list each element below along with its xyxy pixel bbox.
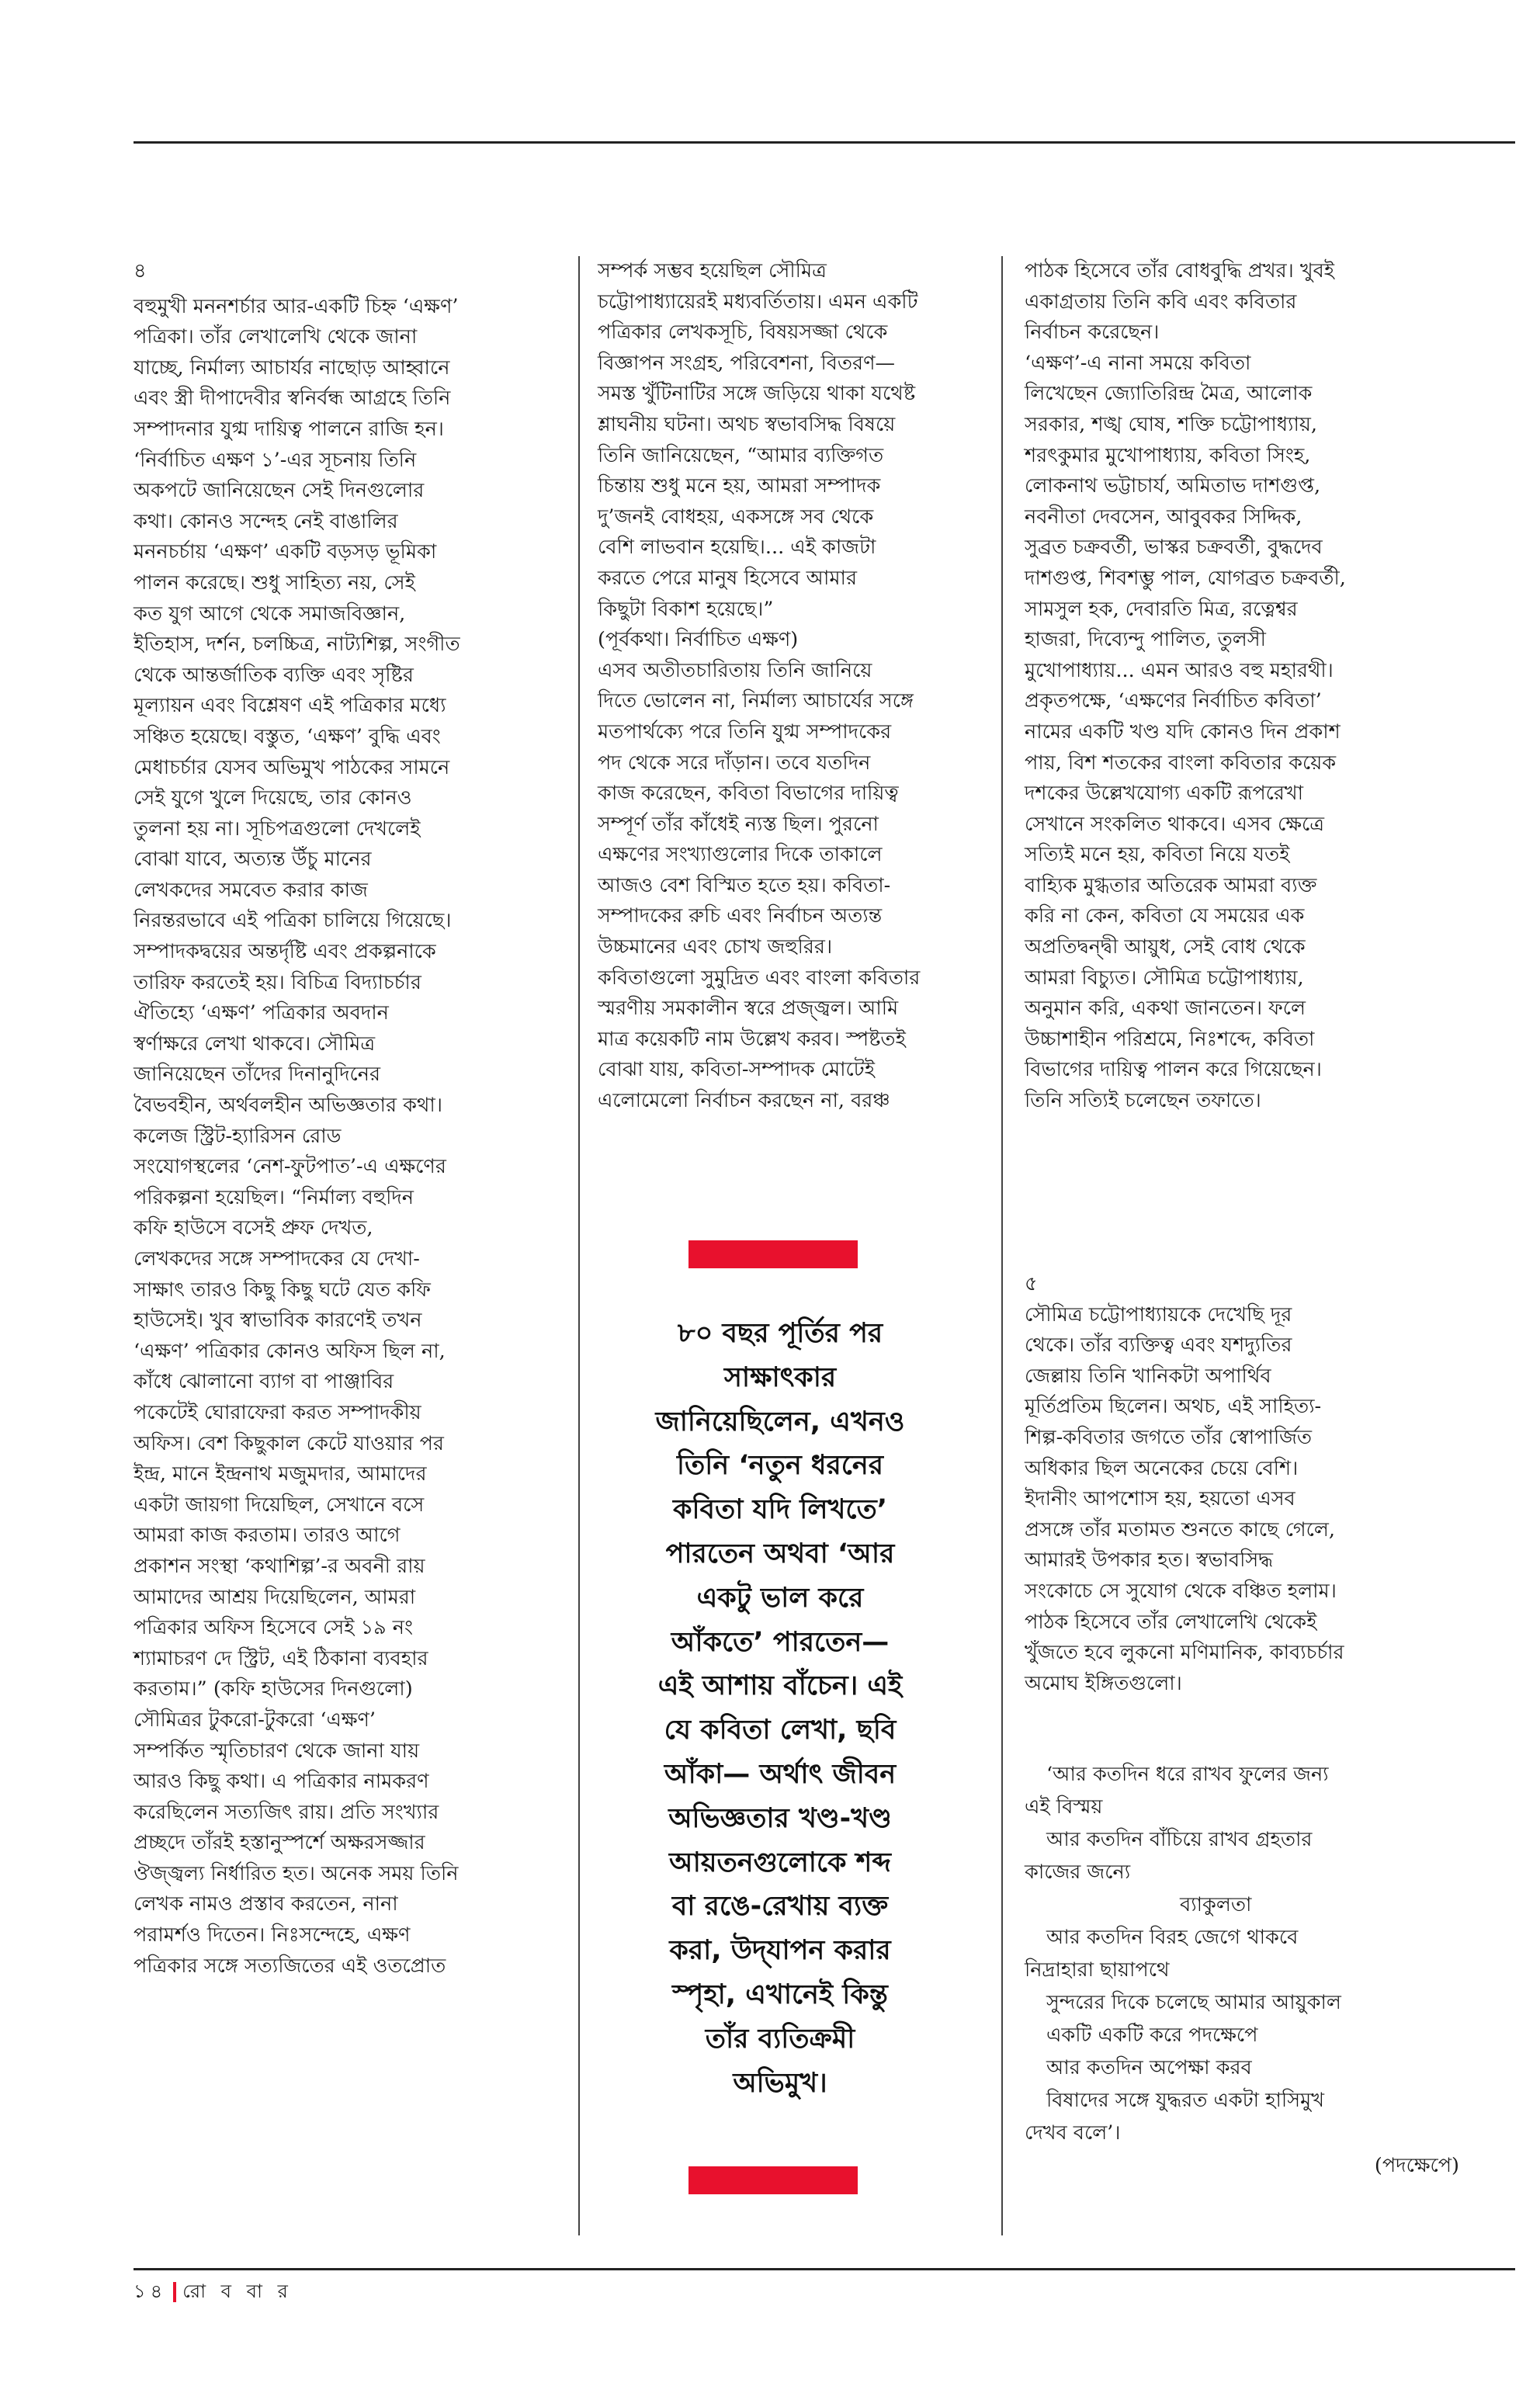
text-line: সৌমিত্রর টুকরো-টুকরো ‘এক্ষণ’ [134,1708,376,1732]
text-line: এসব অতীতচারিতায় তিনি জানিয়ে [598,658,872,682]
pull-quote-line: আঁকা— অর্থাৎ জীবন [664,1758,897,1790]
text-line: বিজ্ঞাপন সংগ্রহ, পরিবেশনা, বিতরণ— [598,351,896,375]
text-line: দাশগুপ্ত, শিবশম্ভু পাল, যোগব্রত চক্রবর্তী, [1025,566,1346,590]
text-line: বাহ্যিক মুগ্ধতার অতিরেক আমরা ব্যক্ত [1025,873,1317,897]
text-line: অফিস। বেশ কিছুকাল কেটে যাওয়ার পর [134,1431,444,1455]
text-line: আমাদের আশ্রয় দিয়েছিলেন, আমরা [134,1585,416,1609]
text-line: আরও কিছু কথা। এ পত্রিকার নামকরণ [134,1770,429,1794]
pull-quote-line: আয়তনগুলোকে শব্দ [669,1847,891,1878]
text-line: প্রকৃতপক্ষে, ‘এক্ষণের নির্বাচিত কবিতা’ [1025,689,1322,713]
section-number-5: ৫ [1025,1272,1038,1295]
text-line: তিনি জানিয়েছেন, “আমার ব্যক্তিগত [598,443,884,467]
text-line: করতাম।” (কফি হাউসের দিনগুলো) [134,1677,413,1701]
poem-line: একটি একটি করে পদক্ষেপে [1046,2024,1258,2047]
text-line: থেকে। তাঁর ব্যক্তিত্ব এবং যশদ্যুতির [1025,1333,1292,1358]
text-line: লিখেছেন জ্যোতিরিন্দ্র মৈত্র, আলোক [1025,382,1313,406]
pull-quote-line: যে কবিতা লেখা, ছবি [664,1715,897,1746]
text-line: (পূর্বকথা। নির্বাচিত এক্ষণ) [598,628,799,652]
text-line: একটা জায়গা দিয়েছিল, সেখানে বসে [134,1493,425,1517]
text-line: প্রচ্ছদে তাঁরই হস্তানুস্পর্শে অক্ষরসজ্জার [134,1831,425,1855]
text-line: সেই যুগে খুলে দিয়েছে, তার কোনও [134,786,412,810]
text-line: করি না কেন, কবিতা যে সময়ের এক [1025,904,1305,928]
text-line: বিভাগের দায়িত্ব পালন করে গিয়েছেন। [1025,1058,1322,1082]
text-line: লোকনাথ ভট্টাচার্য, অমিতাভ দাশগুপ্ত, [1025,474,1321,498]
pull-quote-line: অভিজ্ঞতার খণ্ড-খণ্ড [668,1802,892,1834]
text-line: পাঠক হিসেবে তাঁর বোধবুদ্ধি প্রখর। খুবই [1025,259,1335,283]
text-line: অধিকার ছিল অনেকের চেয়ে বেশি। [1025,1456,1299,1480]
text-line: হাজরা, দিব্যেন্দু পালিত, তুলসী [1025,628,1266,652]
text-line: অকপটে জানিয়েছেন সেই দিনগুলোর [134,479,425,503]
text-line: সম্পাদকের রুচি এবং নির্বাচন অত্যন্ত [598,904,883,928]
text-line: থেকে আন্তর্জাতিক ব্যক্তি এবং সৃষ্টির [134,663,414,687]
text-line: কথা। কোনও সন্দেহ নেই বাঙালির [134,509,398,533]
text-line: কলেজ স্ট্রিট-হ্যারিসন রোড [134,1124,342,1148]
footer-separator [173,2282,176,2302]
column-2-body [598,256,970,1117]
page-footer [134,2277,293,2308]
column-divider-left [578,256,580,2235]
text-line: পত্রিকা। তাঁর লেখালেখি থেকে জানা [134,325,418,349]
text-line: সম্পর্ক সম্ভব হয়েছিল সৌমিত্র [598,259,827,283]
text-line: সম্পর্কিত স্মৃতিচারণ থেকে জানা যায় [134,1739,420,1763]
pull-quote-line: স্পৃহা, এখানেই কিন্তু [672,1979,888,2010]
text-line: ইদানীং আপশোস হয়, হয়তো এসব [1025,1487,1295,1511]
text-line: উচ্চমানের এবং চোখ জহুরির। [598,935,833,959]
pull-quote-line: বা রঙে-রেখায় ব্যক্ত [671,1891,889,1923]
poem-lines [1025,1758,1490,2149]
poem-line: আর কতদিন বাঁচিয়ে রাখব গ্রহতার [1046,1828,1313,1851]
text-line: কাজ করেছেন, কবিতা বিভাগের দায়িত্ব [598,782,899,806]
text-line: সেখানে সংকলিত থাকবে। এসব ক্ষেত্রে [1025,812,1325,836]
poem-line: বিষাদের সঙ্গে যুদ্ধরত একটা হাসিমুখ [1046,2089,1324,2112]
text-line: নির্বাচন করেছেন। [1025,321,1160,345]
text-line: এবং স্ত্রী দীপাদেবীর স্বনির্বন্ধ আগ্রহে তিনি [134,387,451,411]
text-line: পত্রিকার সঙ্গে সত্যজিতের এই ওতপ্রোত [134,1954,446,1978]
text-line: পদ থেকে সরে দাঁড়ান। তবে যতদিন [598,751,871,775]
column-3-body [1025,256,1490,1117]
text-line: যাচ্ছে, নির্মাল্য আচার্যর নাছোড় আহ্বানে [134,355,450,380]
text-line: নিরন্তরভাবে এই পত্রিকা চালিয়ে গিয়েছে। [134,909,452,933]
text-line: পরিকল্পনা হয়েছিল। “নির্মাল্য বহুদিন [134,1185,414,1209]
text-line: আমরা বিচ্যুত। সৌমিত্র চট্টোপাধ্যায়, [1025,966,1304,990]
text-line: আমরা কাজ করতাম। তারও আগে [134,1524,401,1548]
pull-quote-line: অভিমুখ। [733,2067,827,2099]
column-1-body [134,292,545,1982]
text-line: প্রকাশন সংস্থা ‘কথাশিল্প’-র অবনী রায় [134,1554,425,1578]
page-number: ১৪ [134,2280,168,2302]
text-line: সমস্ত খুঁটিনাটির সঙ্গে জড়িয়ে থাকা যথেষ্ট [598,382,916,406]
pull-quote-line: আঁকতে’ পারতেন— [671,1626,890,1658]
text-line: এক্ষণের সংখ্যাগুলোর দিকে তাকালে [598,843,883,867]
text-line: পালন করেছে। শুধু সাহিত্য নয়, সেই [134,571,415,595]
text-line: শ্লাঘনীয় ঘটনা। অথচ স্বভাবসিদ্ধ বিষয়ে [598,412,896,436]
text-line: খুঁজতে হবে লুকনো মণিমানিক, কাব্যচর্চার [1025,1641,1344,1665]
text-line: ইতিহাস, দর্শন, চলচ্চিত্র, নাট্যশিল্প, সংগীত [134,633,460,657]
text-line: কাঁধে ঝোলানো ব্যাগ বা পাঞ্জাবির [134,1370,394,1394]
text-line: নবনীতা দেবসেন, আবুবকর সিদ্দিক, [1025,505,1302,529]
magazine-name: রো ব বা র [182,2280,293,2302]
text-line: নামের একটি খণ্ড যদি কোনও দিন প্রকাশ [1025,720,1341,744]
text-line: কিছুটা বিকাশ হয়েছে।” [598,597,774,621]
text-line: স্মরণীয় সমকালীন স্বরে প্রজ্জ্বল। আমি [598,997,899,1021]
text-line: দশকের উল্লেখযোগ্য একটি রূপরেখা [1025,782,1304,806]
text-line: হাউসেই। খুব স্বাভাবিক কারণেই তখন [134,1309,422,1333]
text-line: ‘এক্ষণ’-এ নানা সময়ে কবিতা [1025,351,1251,375]
pull-quote-line: পারতেন অথবা ‘আর [665,1538,895,1569]
text-line: মননচর্চায় ‘এক্ষণ’ একটি বড়সড় ভূমিকা [134,540,437,564]
text-line: মেধাচর্চার যেসব অভিমুখ পাঠকের সামনে [134,755,450,779]
text-line: বহুমুখী মননশর্চার আর-একটি চিহ্ন ‘এক্ষণ’ [134,294,459,318]
poem-line: ‘আর কতদিন ধরে রাখব ফুলের জন্য [1046,1763,1329,1786]
text-line: বৈভবহীন, অর্থবলহীন অভিজ্ঞতার কথা। [134,1094,442,1118]
text-line: করতে পেরে মানুষ হিসেবে আমার [598,566,857,590]
pull-quote-line: জানিয়েছিলেন, এখনও [655,1406,905,1438]
text-line: করেছিলেন সত্যজিৎ রায়। প্রতি সংখ্যার [134,1800,439,1824]
text-line: মূল্যায়ন এবং বিশ্লেষণ এই পত্রিকার মধ্যে [134,694,446,718]
text-line: কত যুগ আগে থেকে সমাজবিজ্ঞান, [134,602,406,626]
poem-line: নিদ্রাহারা ছায়াপথে [1025,1958,1170,1982]
text-line: সৌমিত্র চট্টোপাধ্যায়কে দেখেছি দূর [1025,1302,1292,1327]
text-line: সুব্রত চক্রবর্তী, ভাস্কর চক্রবর্তী, বুদ্ধদেব [1025,536,1323,560]
text-line: দু’জনই বোধহয়, একসঙ্গে সব থেকে [598,505,874,529]
text-line: স্বর্ণাক্ষরে লেখা থাকবে। সৌমিত্র [134,1032,376,1056]
poem-quote [1025,1758,1490,2182]
text-line: শ্যামাচরণ দে স্ট্রিট, এই ঠিকানা ব্যবহার [134,1646,428,1670]
text-line: পত্রিকার অফিস হিসেবে সেই ১৯ নং [134,1616,413,1640]
text-line: একাগ্রতায় তিনি কবি এবং কবিতার [1025,290,1297,314]
poem-line: আর কতদিন বিরহ জেগে থাকবে [1046,1926,1299,1949]
text-line: উচ্চাশাহীন পরিশ্রমে, নিঃশব্দে, কবিতা [1025,1027,1315,1051]
text-line: ‘এক্ষণ’ পত্রিকার কোনও অফিস ছিল না, [134,1339,446,1363]
column-1 [134,256,545,1982]
text-line: সামসুল হক, দেবারতি মিত্র, রত্নেশ্বর [1025,597,1298,621]
text-line: প্রসঙ্গে তাঁর মতামত শুনতে কাছে গেলে, [1025,1517,1335,1542]
text-line: চিন্তায় শুধু মনে হয়, আমরা সম্পাদক [598,474,881,498]
text-line: সম্পাদনার যুগ্ম দায়িত্ব পালনে রাজি হন। [134,417,444,441]
text-line: সংকোচে সে সুযোগ থেকে বঞ্চিত হলাম। [1025,1579,1337,1603]
poem-line: কাজের জন্যে [1025,1861,1131,1884]
text-line: লেখক নামও প্রস্তাব করতেন, নানা [134,1892,398,1916]
text-line: বোঝা যায়, কবিতা-সম্পাদক মোটেই [598,1058,875,1082]
text-line: সম্পাদকদ্বয়ের অন্তর্দৃষ্টি এবং প্রকল্পনাকে [134,940,436,964]
text-line: পরামর্শও দিতেন। নিঃসন্দেহে, এক্ষণ [134,1923,411,1947]
poem-line: আর কতদিন অপেক্ষা করব [1046,2056,1252,2079]
text-line: তিনি সত্যিই চলেছেন তফাতে। [1025,1089,1261,1113]
text-line: মতপার্থক্যে পরে তিনি যুগ্ম সম্পাদকের [598,720,892,744]
pull-quote-line: তাঁর ব্যতিক্রমী [705,2023,855,2055]
text-line: লেখকদের সমবেত করার কাজ [134,878,368,902]
pull-quote-line: করা, উদ্‌যাপন করার [669,1935,891,1967]
text-line: অপ্রতিদ্বন্দ্বী আয়ুধ, সেই বোধ থেকে [1025,935,1306,959]
text-line: সম্পূর্ণ তাঁর কাঁধেই ন্যস্ত ছিল। পুরনো [598,812,879,836]
text-line: এলোমেলো নির্বাচন করছেন না, বরঞ্চ [598,1089,890,1113]
text-line: ‘নির্বাচিত এক্ষণ ১’-এর সূচনায় তিনি [134,448,417,472]
text-line: অমোঘ ইঙ্গিতগুলো। [1025,1671,1182,1695]
text-line: পকেটেই ঘোরাফেরা করত সম্পাদকীয় [134,1400,421,1424]
text-line: ঔজ্জ্বল্য নির্ধারিত হত। অনেক সময় তিনি [134,1861,459,1885]
pull-quote-line: তিনি ‘নতুন ধরনের [677,1450,883,1482]
text-line: পত্রিকার লেখকসূচি, বিষয়সজ্জা থেকে [598,321,888,345]
pull-quote-line: ৮০ বছর পূর্তির পর [677,1318,883,1349]
text-line: চট্টোপাধ্যায়েরই মধ্যবর্তিতায়। এমন একটি [598,290,918,314]
section-number-4: ৪ [134,259,147,283]
bottom-rule [134,2268,1515,2270]
column-divider-right [1001,256,1003,2235]
text-line: অনুমান করি, একথা জানতেন। ফলে [1025,997,1306,1021]
poem-line: এই বিস্ময় [1025,1795,1103,1819]
text-line: জানিয়েছেন তাঁদের দিনানুদিনের [134,1063,381,1087]
pull-quote-line: সাক্ষাৎকার [723,1361,837,1393]
text-line: কফি হাউসে বসেই প্রুফ দেখত, [134,1216,373,1240]
text-line: সংযোগস্থলের ‘নেশ-ফুটপাত’-এ এক্ষণের [134,1155,446,1179]
pull-quote-line: একটু ভাল করে [696,1582,864,1614]
text-line: কবিতাগুলো সুমুদ্রিত এবং বাংলা কবিতার [598,966,921,990]
text-line: দিতে ভোলেন না, নির্মাল্য আচার্যের সঙ্গে [598,689,914,713]
text-line: পাঠক হিসেবে তাঁর লেখালেখি থেকেই [1025,1610,1317,1634]
text-line: সরকার, শঙ্খ ঘোষ, শক্তি চট্টোপাধ্যায়, [1025,412,1317,436]
poem-line: দেখব বলে’। [1025,2121,1121,2145]
poem-line: সুন্দরের দিকে চলেছে আমার আয়ুকাল [1046,1991,1341,2014]
text-line: আমারই উপকার হত। স্বভাবসিদ্ধ [1025,1549,1273,1573]
text-line: মাত্র কয়েকটি নাম উল্লেখ করব। স্পষ্টতই [598,1027,906,1051]
text-line: লেখকদের সঙ্গে সম্পাদকের যে দেখা- [134,1247,420,1271]
text-line: ইন্দ্র, মানে ইন্দ্রনাথ মজুমদার, আমাদের [134,1462,427,1486]
pull-quote-line: এই আশায় বাঁচেন। এই [657,1670,903,1702]
text-line: বেশি লাভবান হয়েছি।... এই কাজটা [598,536,876,560]
text-line: পায়, বিশ শতকের বাংলা কবিতার কয়েক [1025,751,1337,775]
text-line: ঐতিহ্যে ‘এক্ষণ’ পত্রিকার অবদান [134,1001,389,1025]
pull-quote [598,1312,962,2105]
text-line: শরৎকুমার মুখোপাধ্যায়, কবিতা সিংহ, [1025,443,1311,467]
text-line: সঞ্চিত হয়েছে। বস্তুত, ‘এক্ষণ’ বুদ্ধি এবং [134,724,441,748]
section-5 [1025,1269,1490,1699]
column-3 [1025,256,1490,1117]
pull-quote-bottom-bar [688,2166,858,2194]
text-line: সত্যিই মনে হয়, কবিতা নিয়ে যতই [1025,843,1290,867]
top-rule [134,141,1515,144]
text-line: মুখোপাধ্যায়... এমন আরও বহু মহারথী। [1025,658,1334,682]
text-line: বোঝা যাবে, অত্যন্ত উঁচু মানের [134,848,372,872]
text-line: সাক্ষাৎ তারও কিছু কিছু ঘটে যেত কফি [134,1278,431,1302]
text-line: শিল্প-কবিতার জগতে তাঁর স্বোপার্জিত [1025,1425,1313,1449]
poem-source: (পদক্ষেপে) [1374,2154,1459,2177]
section-5-body [1025,1300,1490,1700]
text-line: তুলনা হয় না। সূচিপত্রগুলো দেখলেই [134,817,421,841]
pull-quote-line: কবিতা যদি লিখতে’ [672,1494,888,1526]
text-line: জেল্লায় তিনি খানিকটা অপার্থিব [1025,1364,1271,1388]
text-line: আজও বেশ বিস্মিত হতে হয়। কবিতা- [598,873,891,897]
poem-line: ব্যাকুলতা [1180,1893,1252,1916]
text-line: তারিফ করতেই হয়। বিচিত্র বিদ্যাচর্চার [134,970,421,994]
text-line: মূর্তিপ্রতিম ছিলেন। অথচ, এই সাহিত্য- [1025,1395,1322,1419]
pull-quote-top-bar [688,1240,858,1268]
column-2 [598,256,970,1117]
